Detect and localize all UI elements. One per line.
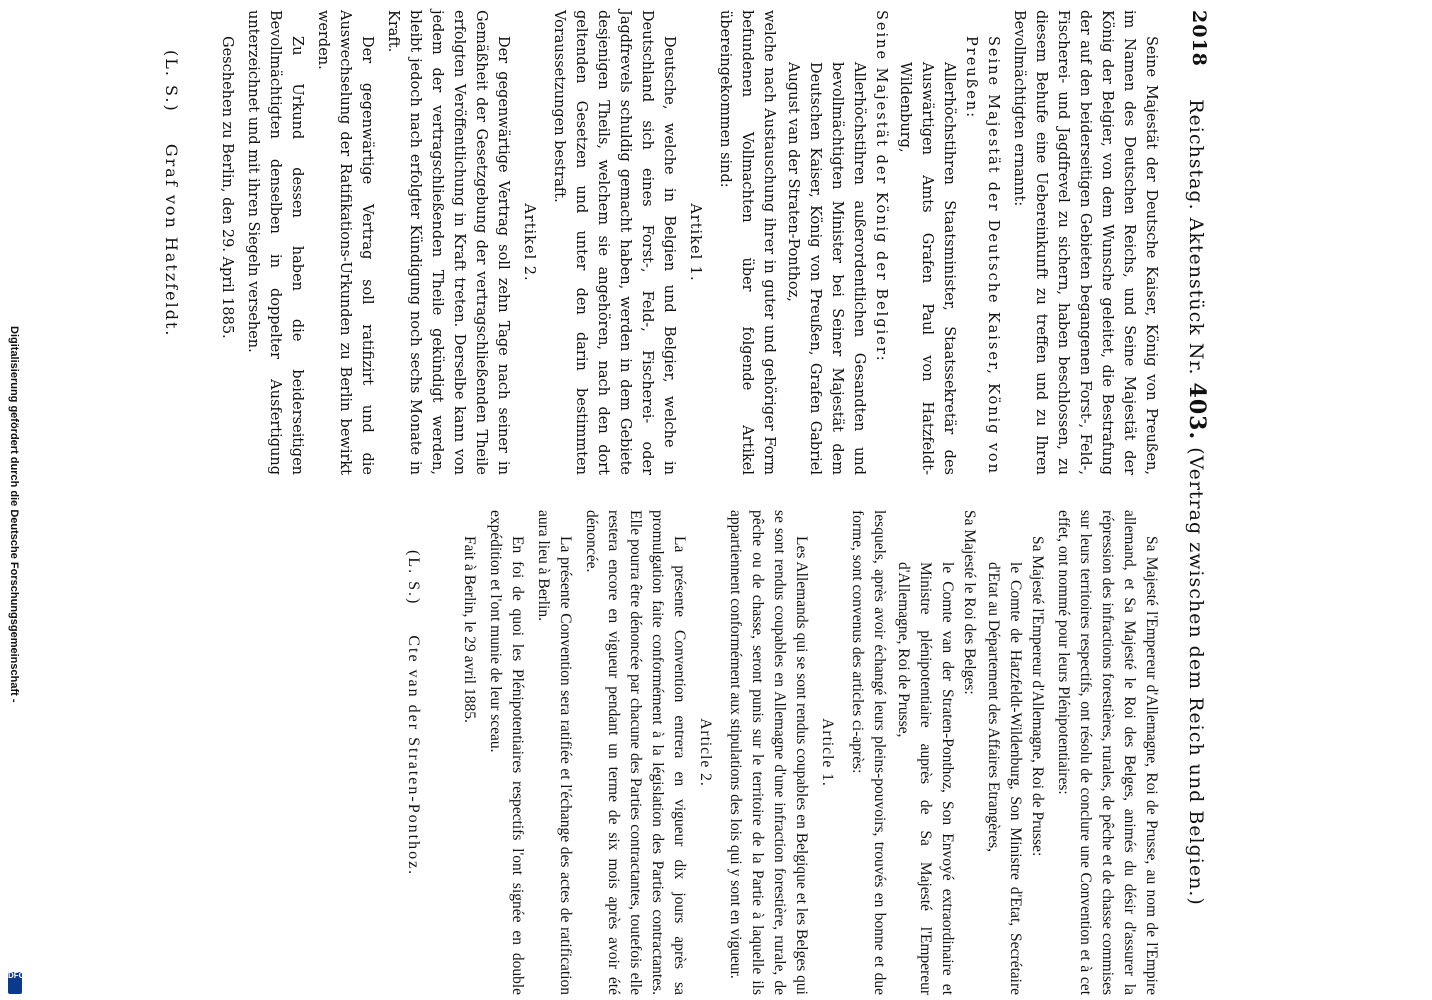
german-plenipotentiary-1-label: Seine Majestät der Deutsche Kaiser, König von Preußen: [963,36,1001,475]
german-article-2-para-2: Der gegenwärtige Vertrag soll ratifizirt und die Auswechselung der Ratifikations-Urkunden zu Berlin bewirkt werden. [315,10,375,475]
french-intro: Sa Majesté l'Empereur d'Allemagne, Roi de Prusse, au nom de l'Empire allemand, et Sa Majesté le Roi des Belges, animés du désir d'assurer la répression des infractions forestières, rurales, de pêche et de chasse commises sur leurs territoires respectifs, ont résolu de conclure une Convention et à cet effet, ont nommé pour leurs Plénipotentiaires: [1055,510,1160,995]
german-plenipotentiary-2-label: Seine Majestät der König der Belgier: [873,10,889,363]
french-article-2-para-1: La présente Convention entrera en vigueur dix jours après sa promulgation faite conformément à la législation des Parties contractantes. Elle pourra être dénoncée par chacune des Parties contractantes, toutefois elle restera encore en vigueur pendant un terme de six mois après avoir été dénoncée. [583,510,688,995]
french-signature-block [402,510,424,995]
french-plenipotentiary-2-name: le Comte van der Straten-Ponthoz, Son Envoyé extraordinaire et Ministre plénipotentiaire auprès de Sa Majesté l'Empereur d'Allemagne, Roi de Prusse, [895,562,956,995]
german-plenipotentiary-1-name: Allerhöchstihren Staatsminister, Staatssekretär des Auswärtigen Amts Grafen Paul von Hatzfeldt-Wildenburg, [897,62,957,475]
german-after-text: welche nach Austauschung ihrer in guter und gehöriger Form befundenen Vollmachten über folgende Artikel übereingekommen sind: [717,10,777,475]
french-signature: Cte van der Straten-Ponthoz. [405,635,422,877]
french-column [386,510,1162,995]
french-witness-clause: En foi de quoi les Plénipotentiaires respectifs l'ont signée en double expédition et l'ont munie de leur sceau. [487,510,526,995]
german-article-2-para-1: Der gegenwärtige Vertrag soll zehn Tage nach seiner in Gemäßheit der Gesetzgebung der vertragschließenden Theile erfolgten Veröffentlichung in Kraft treten. Derselbe kann von jedem der vertragschließenden Theile gekündigt werden, bleibt jedoch nach erfolgter Kündigung noch sechs Monate in Kraft. [385,10,511,475]
french-plenipotentiary-1-label: Sa Majesté l'Empereur d'Allemagne, Roi de Prusse: [1029,536,1046,857]
german-article-1-text: Deutsche, welche in Belgien und Belgier, welche in Deutschland sich eines Forst-, Feld-, Fischerei- oder Jagdfrevels schuldig gemacht haben, werden in dem Gebiete desjenigen Theils, welchem sie angehören, nach den dort geltenden Gesetzen und unter den darin bestimmten Voraussetzungen bestraft. [551,10,677,475]
french-plenipotentiary-2-label: Sa Majesté le Roi des Belges: [961,510,978,695]
french-after-text: lesquels, après avoir échangé leurs pleins-pouvoirs, trouvés en bonne et due forme, sont convenus des articles ci-après: [849,510,888,995]
german-dateline: Geschehen zu Berlin, den 29. April 1885. [219,36,235,339]
page-number: 2018 [1188,10,1210,67]
german-article-2-title: Artikel 2. [521,203,537,282]
german-article-1-title: Artikel 1. [687,203,703,282]
german-intro: Seine Majestät der Deutsche Kaiser, König von Preußen, im Namen des Deutschen Reichs, und Seine Majestät der König der Belgier, von dem Wunsche geleitet, die Bestrafung der auf den beiderseitigen Gebieten begangenen Forst-, Feld-, Fischerei- und Jagdfrevel zu sichern, haben beschlossen, zu diesem Behufe eine Uebereinkunft zu treffen und zu Ihren Bevollmächtigten ernannt: [1011,10,1159,475]
header-title [1184,10,1210,995]
german-signature-block [160,10,182,475]
digitization-credit: Digitalisierung gefördert durch die Deutsche Forschungsgemeinschaft - [8,326,20,703]
french-article-1-text: Les Allemands qui se sont rendus coupables en Belgique et les Belges qui se sont rendus coupables en Allemagne d'une infraction forestière, rurale, de pêche ou de chasse, seront punis sur le territoire de la Partie à laquelle ils appartiennent conformément aux stipulations des lois qui y sont en vigueur. [727,510,810,995]
german-plenipotentiary-2-name: Allerhöchstihren außerordentlichen Gesandten und bevollmächtigten Minister bei Seiner Majestät dem Deutschen Kaiser, König von Preußen, Grafen Gabriel August van der Straten-Ponthoz, [785,62,867,475]
french-article-2-para-2: La présente Convention sera ratifiée et l'échange des actes de ratification aura lieu à Berlin. [535,510,574,995]
french-seal-mark: (L. S.) [405,550,422,606]
dfg-logo: DFG [8,972,22,994]
rotated-document-page [30,10,1230,1000]
header-subtitle: (Vertrag zwischen dem Reich und Belgien.) [1185,447,1207,906]
german-seal-mark: (L. S.) [162,50,181,113]
german-signature: Graf von Hatzfeldt. [162,143,181,338]
french-plenipotentiary-1-name: le Comte de Hatzfeldt-Wildenburg, Son Ministre d'Etat, Secrétaire d'Etat au Département des Affaires Etrangères, [985,562,1024,995]
french-article-1-title: Article 1. [819,718,836,787]
header-prefix: Reichstag. Aktenstück Nr. [1185,99,1207,376]
document-number: 403. [1184,382,1210,441]
french-dateline: Fait à Berlin, le 29 avril 1885. [461,536,478,723]
french-article-2-title: Article 2. [697,718,714,787]
german-witness-clause: Zu Urkund dessen haben die beiderseitigen Bevollmächtigten denselben in doppelter Ausfertigung unterzeichnet und mit ihren Siegeln versehen. [245,10,305,475]
german-column [144,10,1162,475]
page-header [1170,10,1210,995]
